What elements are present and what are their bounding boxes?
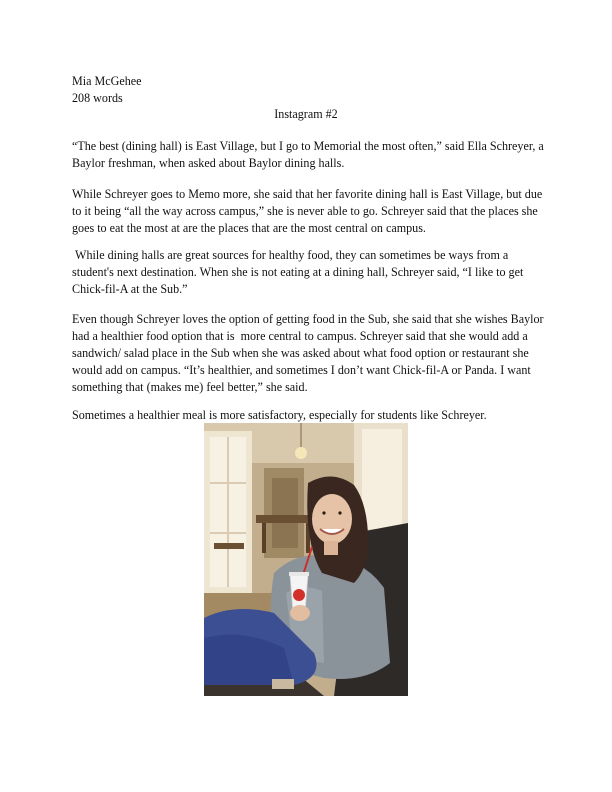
paragraph-2: While Schreyer goes to Memo more, she said that her favorite dining hall is East Village, but due to it being “all the way across campus,” she is never able to go. Schreyer said that the places she goes to eat the most at are the places that are the most central on campus.	[72, 187, 543, 235]
author-name: Mia McGehee	[72, 74, 142, 88]
paragraph-4: Even though Schreyer loves the option of getting food in the Sub, she said that she wishes Baylor had a healthier food option that is more central to campus. Schreyer said that she would add a sandwich/ salad place in the Sub when she was asked about what food option or restaurant she would add on campus. “It’s healthier, and sometimes I don’t want Chick-fil-A or Panda. I want something that (makes me) feel better,” she said.	[72, 312, 547, 394]
word-count: 208 words	[72, 91, 123, 105]
document-title: Instagram #2	[274, 107, 338, 121]
photo-illustration	[204, 423, 408, 696]
paragraph-5: Sometimes a healthier meal is more satisfactory, especially for students like Schreyer.	[72, 408, 487, 422]
paragraph-1: “The best (dining hall) is East Village, but I go to Memorial the most often,” said Ella Schreyer, a Baylor freshman, when asked about Baylor dining halls.	[72, 139, 544, 170]
paragraph-3: While dining halls are great sources for healthy food, they can sometimes be ways from a student's next destination. When she is not eating at a dining hall, Schreyer said, “I like to get Chick-fil-A at the Sub.”	[72, 248, 527, 296]
student-photo	[204, 423, 408, 696]
